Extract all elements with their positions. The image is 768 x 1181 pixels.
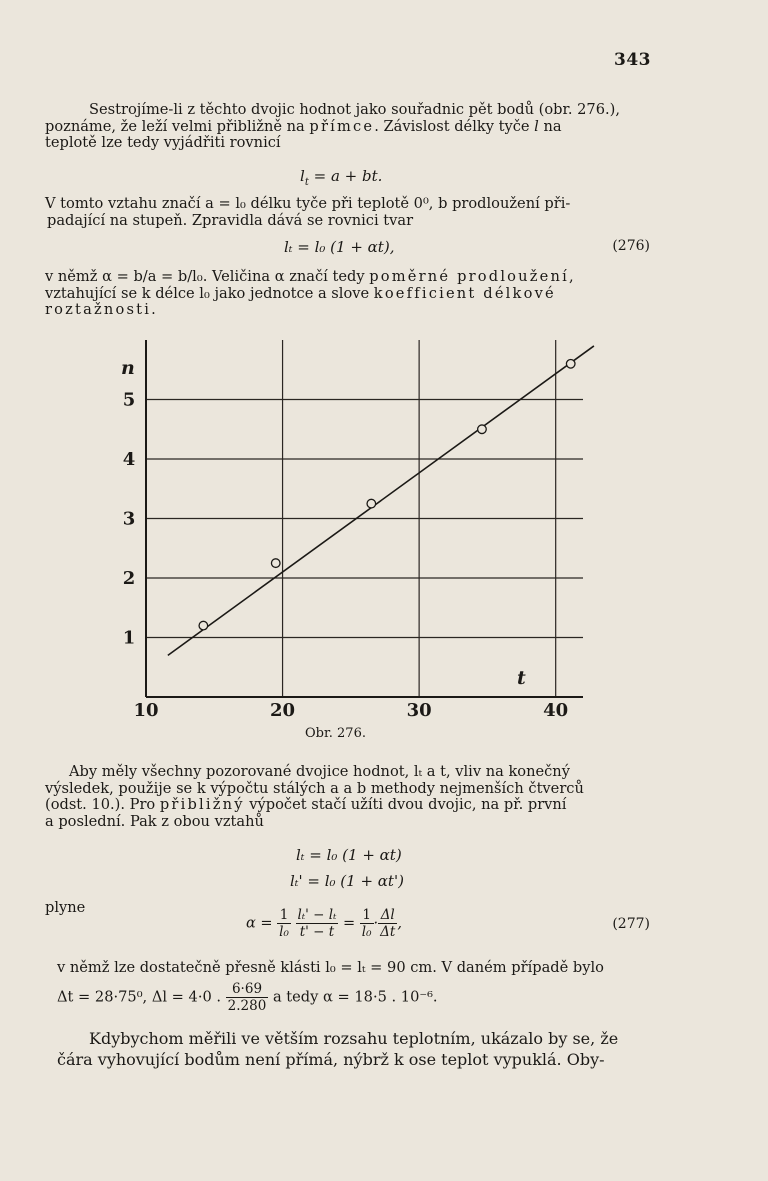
paragraph-4: Aby měly všechny pozorované dvojice hodnot, lₜ a t, vliv na konečný výsledek, použije se k výpočtu stálých a a b methody nejmenších čtverců (odst. 10.). Pro přibližný výpočet stačí užíti dvou dvojic, na př. první a poslední. Pak z obou vztahů: [45, 763, 584, 830]
y-tick-label: 4: [122, 449, 136, 470]
figure-caption: Obr. 276.: [305, 726, 366, 741]
equation-276: lₜ = l₀ (1 + αt),: [284, 238, 395, 256]
fit-line: [168, 346, 594, 655]
intro-line-1: Sestrojíme-li z těchto dvojic hodnot jako souřadnic pět bodů (obr. 276.),: [89, 101, 620, 118]
emphasis-priblizny: přibližný: [159, 796, 245, 813]
equation-pair-1: lₜ = l₀ (1 + αt): [296, 846, 402, 864]
equation-linear: $l_t = a$ + bt.: [300, 167, 383, 188]
y-tick-label: 5: [122, 389, 136, 411]
equation-276-number: (276): [612, 238, 650, 254]
data-point: [271, 559, 280, 568]
plyne-word: plyne: [45, 899, 86, 916]
y-axis-label: n: [121, 357, 135, 379]
page-number: 343: [614, 50, 651, 70]
equation-pair-2: lₜ' = l₀ (1 + αt'): [290, 872, 404, 890]
data-point: [566, 360, 575, 369]
paragraph-6: Kdybychom měřili ve větším rozsahu teplotním, ukázalo by se, že čára vyhovující bodům není přímá, nýbrž k ose teplot vypuklá. Oby-: [57, 1029, 619, 1069]
y-tick-label: 2: [122, 568, 136, 589]
emphasis-koefficient: koefficient délkové: [373, 284, 556, 302]
x-axis-label: t: [517, 667, 526, 689]
paragraph-2: V tomto vztahu značí a = l₀ délku tyče při teplotě 0⁰, b prodloužení při- padající na stupeň. Zpravidla dává se rovnici tvar: [45, 195, 571, 229]
intro-line-3: teplotě lze tedy vyjádřiti rovnicí: [45, 134, 281, 151]
equation-277: α = $\frac{1}{\text{l₀}}$ $\frac{\text{lₜ' − lₜ}}{t' - t}$ = $\frac{1}{\text{l₀}}$ · $\frac{\Delta l}{\Delta t}$ ,: [246, 907, 402, 940]
x-tick-label: 10: [133, 700, 159, 721]
data-point: [367, 499, 376, 508]
paragraph-3: v němž α = b/a = b/l₀. Veličina α značí tedy poměrné prodloužení, vztahující se k délce l₀ jako jednotce a slove koefficient délkové roztažnosti.: [45, 269, 651, 319]
intro-line-2: poznáme, že leží velmi přibližně na přímce. Závislost délky tyče l na: [45, 117, 562, 135]
chart-grid: [146, 340, 583, 697]
data-point: [199, 621, 208, 630]
emphasis-roztaznosti: roztažnosti.: [45, 301, 158, 318]
x-tick-label: 30: [406, 700, 432, 721]
paragraph-5: v němž lze dostatečně přesně klásti l₀ = lₜ = 90 cm. V daném případě bylo Δt = 28·75⁰, Δl = 4·0 . $\frac{6\cdot 69}{2.280}$ a tedy α = 18·5 . 10⁻⁶.: [57, 959, 604, 1014]
data-point: [478, 425, 487, 434]
x-tick-label: 20: [270, 700, 296, 721]
emphasis-primce: přímce: [309, 117, 375, 135]
chart-series: [168, 346, 594, 655]
x-tick-label: 40: [543, 700, 569, 721]
figure-276-chart: [100, 330, 620, 730]
y-tick-label: 1: [122, 627, 136, 649]
y-tick-label: 3: [122, 508, 136, 530]
chart-labels: [121, 357, 568, 721]
equation-277-number: (277): [612, 916, 650, 932]
intro-paragraph: [45, 102, 651, 152]
emphasis-pomerne: poměrné prodloužení,: [369, 268, 576, 285]
